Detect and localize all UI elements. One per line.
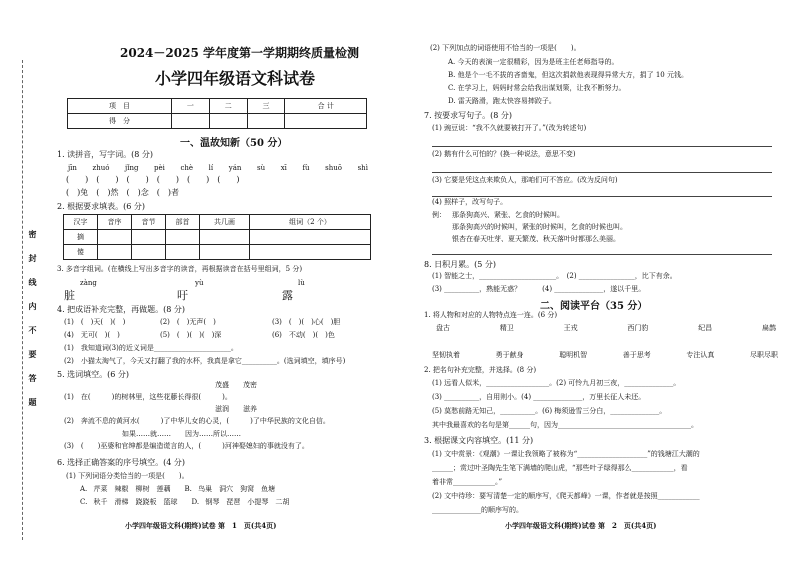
score-table — [67, 98, 367, 129]
q7-item-1: (1) 豌豆说：“我不久就要被打开了。”(改为转述句) — [432, 124, 587, 132]
char-table-cell[interactable] — [200, 245, 250, 260]
q3-pinyin-2: yù — [195, 279, 204, 287]
left-footer: 小学四年级语文科(期终)试卷 第 1 页(共4页) — [125, 521, 277, 530]
q8-row-1[interactable]: (1) 智能之士，______________________。 (2) ________________，比下有余。 — [432, 272, 677, 280]
character-name[interactable]: 盘古 — [436, 324, 450, 332]
character-name[interactable]: 精卫 — [499, 324, 514, 332]
pinyin: jǐng — [125, 164, 139, 172]
q3-pinyin-3: lù — [298, 279, 305, 287]
score-header: 二 — [209, 99, 247, 114]
q4-sub-1[interactable]: (1) 我知道词(3)的近义词是______________________。 — [64, 344, 238, 352]
r1-traits-row — [432, 351, 778, 360]
q6-sub-2[interactable]: (2) 下列加点的词语使用不恰当的一项是( )。 — [430, 44, 581, 52]
trait[interactable]: 勇于献身 — [495, 351, 524, 359]
trait[interactable]: 聪明机智 — [559, 351, 588, 359]
char-table-cell[interactable] — [98, 245, 132, 260]
pinyin: shuō — [325, 164, 342, 172]
r3-title: 3. 根据课文内容填空。(11 分) — [424, 436, 534, 445]
score-cell[interactable] — [209, 114, 247, 129]
char-table-cell[interactable] — [166, 245, 200, 260]
exam-title: 2024－2025 学年度第一学期期终质量检测 — [120, 46, 359, 60]
r3-1-line-3[interactable]: 着非常____________。” — [432, 478, 503, 486]
char-table — [63, 214, 371, 260]
trait[interactable]: 尽职尽职 — [749, 351, 778, 359]
r3-1-line-1[interactable]: (1) 文中赏景：《观潮》一课让我领略了被称为“____________________”的钱塘江大潮的 — [432, 450, 700, 458]
q7-example-line-2: 那条狗高兴的时候叫，紧张的时候叫，乞食的时候也叫。 — [452, 223, 627, 231]
trait[interactable]: 善于思考 — [622, 351, 651, 359]
r1-title: 1. 将人物和对应的人物特点连一连。(6 分) — [424, 311, 558, 319]
char-table-header: 部首 — [166, 215, 200, 230]
q5-word-pair-3: 如果……就…… 因为……所以…… — [122, 430, 241, 438]
q5-word-pair-2: 滋润 滋养 — [215, 405, 257, 413]
q3-char-2: 吁 — [177, 289, 188, 302]
answer-line[interactable] — [432, 196, 772, 197]
score-cell[interactable] — [285, 114, 367, 129]
answer-line[interactable] — [432, 146, 772, 147]
r2-title: 2. 把名句补充完整，并选择。(8 分) — [424, 366, 537, 374]
q3-title: 3. 多音字组词。(在横线上写出多音字的读音，再根据读音在括号里组词，5 分) — [57, 265, 303, 273]
q4-idiom-4[interactable]: (4) 无可( )( ) — [64, 331, 120, 339]
q7-item-4: (4) 照样子，改写句子。 — [432, 198, 508, 206]
pinyin: lí — [208, 164, 214, 172]
char-table-header: 组词（2 个） — [250, 215, 371, 230]
pinyin: chè — [180, 164, 194, 172]
r3-2-line-1[interactable]: (2) 文中待珍：要写清楚一定的顺序写，《爬天都峰》一课，作者就是按照____________ — [432, 492, 700, 500]
q5-sentence-1[interactable]: (1) 在( )的树林里，这些花藤长得很( )。 — [64, 393, 232, 401]
answer-line[interactable] — [432, 254, 772, 255]
char-table-cell[interactable] — [200, 230, 250, 245]
r1-names-row — [436, 324, 776, 333]
char-table-header: 音节 — [132, 215, 166, 230]
q1-blanks-2[interactable]: ( )兔 ( )然 ( )念 ( )者 — [66, 188, 179, 197]
q2-title: 2. 根据要求填表。(6 分) — [57, 202, 146, 211]
q1-blanks-1[interactable]: ( ) ( ) ( ) ( ) ( ) ( ) — [66, 175, 240, 184]
q1-title: 1. 读拼音，写字词。(8 分) — [57, 150, 154, 159]
q6-title: 6. 选择正确答案的序号填空。(4 分) — [57, 458, 186, 467]
q6-2-option-c[interactable]: C. 在学习上，妈妈时常会给我出谋划策，让我不断努力。 — [448, 84, 626, 92]
q6-2-option-b[interactable]: B. 他是个一毛不拔的吝啬鬼，但这次捐款他表现得异常大方，捐了 10 元钱。 — [448, 71, 688, 79]
section-1-title: 一、温故知新（50 分） — [180, 138, 288, 149]
r3-2-line-2[interactable]: ______________的顺序写的。 — [432, 506, 523, 514]
q5-title: 5. 选词填空。(6 分) — [57, 370, 130, 379]
q6-2-option-d[interactable]: D. 雷天路滑，跑太快容易摔跤子。 — [448, 97, 556, 105]
char-table-cell[interactable] — [132, 245, 166, 260]
q5-sentence-3[interactable]: (3) ( )巫婆和官绅都是编造谎言的人，( )河神娶媳妇的事就没有了。 — [64, 442, 309, 450]
q6-option-cd[interactable]: C. 秋千 滑梯 跷跷板 篮球 D. 钢琴 琵琶 小提琴 二胡 — [80, 498, 290, 506]
q8-title: 8. 日积月累。(5 分) — [424, 260, 497, 269]
char-table-header: 汉字 — [64, 215, 98, 230]
q4-idiom-6[interactable]: (6) 不动( )( )色 — [272, 331, 335, 339]
char-table-cell[interactable] — [132, 230, 166, 245]
binding-notice: 密 封 线 内 不 要 答 题 — [28, 230, 38, 410]
score-header: 合 计 — [285, 99, 367, 114]
q4-idiom-5[interactable]: (5) ( )( )( )深 — [160, 331, 222, 339]
pinyin: jīn — [68, 164, 77, 172]
q4-sub-2[interactable]: (2) 小猫太淘气了，今天又打翻了我的水杯，我真是拿它__________。(选词填空，填序号) — [64, 357, 346, 365]
character-name[interactable]: 王戎 — [563, 324, 578, 332]
q8-row-2[interactable]: (3) __________，熟能无惑？ (4) ______________，遂以千里。 — [432, 285, 646, 293]
q7-example-line-1: 那条狗高兴、紧张、乞食的时候叫。 — [452, 211, 564, 219]
paper-title: 小学四年级语文科试卷 — [155, 69, 316, 88]
pinyin: fù — [302, 164, 310, 172]
score-header: 项 目 — [68, 99, 172, 114]
q6-sub-1[interactable]: (1) 下列词语分类恰当的一项是( )。 — [66, 472, 189, 480]
char-table-cell[interactable] — [166, 230, 200, 245]
q4-idiom-1[interactable]: (1) ( )天( )( ) — [64, 318, 126, 326]
q3-pinyin-1: zàng — [80, 279, 97, 287]
q3-char-1: 脏 — [64, 289, 75, 302]
pinyin: sù — [256, 164, 266, 172]
q7-title: 7. 按要求写句子。(8 分) — [424, 111, 513, 120]
r3-1-line-2[interactable]: ______；赏过叶圣陶先生笔下满墙的爬山虎，“那些叶子绿得那么____________，看 — [432, 464, 688, 472]
score-header: 三 — [247, 99, 285, 114]
pinyin: shì — [357, 164, 368, 172]
q4-idiom-3[interactable]: (3) ( )( )心( )胆 — [272, 318, 341, 326]
q5-sentence-2[interactable]: (2) 奔流不息的黄河水( )了中华儿女的心灵，( )了中华民族的文化自信。 — [64, 417, 330, 425]
q7-item-3: (3) 它要是凭这点来欺负人，那咱们可不答应。(改为反问句) — [432, 176, 618, 184]
q5-word-pair-1: 茂盛 茂密 — [215, 381, 257, 389]
section-2-title: 二、阅读平台（35 分） — [540, 301, 648, 312]
q6-option-ab[interactable]: A. 芹菜 辣椒 柳树 莲藕 B. 鸟巢 洞穴 狗窝 鱼塘 — [80, 485, 276, 493]
pinyin: xī — [280, 164, 287, 172]
character-name[interactable]: 纪昌 — [698, 324, 713, 332]
pinyin: pèi — [154, 164, 165, 172]
q7-example-line-3: 银杏在春天吐芽、夏天繁茂、秋天落叶时都那么美丽。 — [452, 235, 620, 243]
char-table-char: 摘 — [64, 230, 98, 245]
char-table-cell[interactable] — [98, 230, 132, 245]
score-cell[interactable] — [247, 114, 285, 129]
char-table-cell[interactable] — [250, 230, 371, 245]
score-cell[interactable] — [172, 114, 210, 129]
char-table-header: 音序 — [98, 215, 132, 230]
q7-item-2: (2) 鹅有什么可怕的？(换一种说法，意思不变) — [432, 150, 576, 158]
q7-example-label: 例： — [432, 211, 446, 219]
trait[interactable]: 坚韧执着 — [432, 351, 460, 359]
score-row-label: 得 分 — [68, 114, 172, 129]
r2-row-1[interactable]: (1) 远看人似米，__________________。(2) 可怜九月初三夜，______________。 — [432, 379, 681, 387]
r2-row-2[interactable]: (3) __________，自用则小。(4) ______________，万里长征人未还。 — [432, 393, 646, 401]
q3-char-3: 露 — [282, 289, 293, 302]
score-header: 一 — [172, 99, 210, 114]
trait[interactable]: 专注认真 — [686, 351, 715, 359]
q1-pinyin-row — [68, 164, 368, 173]
char-table-header: 共几画 — [200, 215, 250, 230]
q6-2-option-a[interactable]: A. 今天的表演一定很精彩，因为是班主任老师指导的。 — [448, 58, 619, 66]
character-name[interactable]: 西门豹 — [627, 324, 649, 332]
char-table-cell[interactable] — [250, 245, 371, 260]
character-name[interactable]: 扁鹊 — [761, 324, 776, 332]
r2-choice[interactable]: 其中我最喜欢的名句是第______句，因为______________________________________。 — [432, 421, 698, 429]
q4-title: 4. 把成语补充完整，再做题。(8 分) — [57, 305, 186, 314]
right-footer: 小学四年级语文科(期终)试卷 第 2 页(共4页) — [505, 521, 657, 530]
binding-line — [22, 60, 23, 540]
q4-idiom-2[interactable]: (2) ( )无声( ) — [160, 318, 216, 326]
char-table-char: 傻 — [64, 245, 98, 260]
pinyin: zhuó — [92, 164, 110, 172]
r2-row-3[interactable]: (5) 莫愁前路无知己，__________。(6) 梅须逊雪三分白，______________。 — [432, 407, 667, 415]
pinyin: yán — [228, 164, 242, 172]
answer-line[interactable] — [432, 172, 772, 173]
